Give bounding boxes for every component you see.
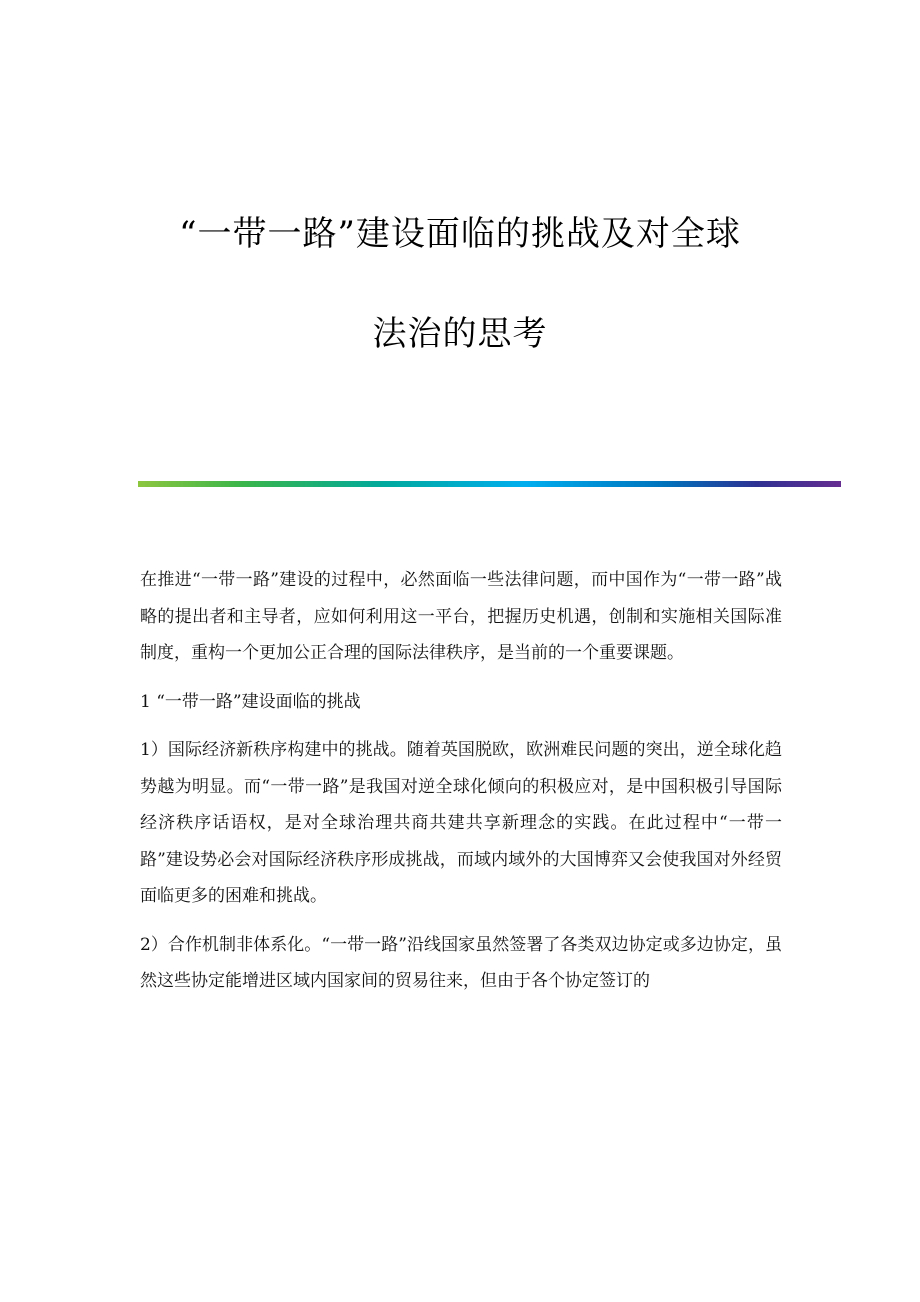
body-paragraph: 1）国际经济新秩序构建中的挑战。随着英国脱欧，欧洲难民问题的突出，逆全球化趋势越为明显。而“一带一路”是我国对逆全球化倾向的积极应对，是中国积极引导国际经济秩序话语权，是对全球治理共商共建共享新理念的实践。在此过程中“一带一路”建设势必会对国际经济秩序形成挑战，而域内域外的大国博弈又会使我国对外经贸面临更多的困难和挑战。 xyxy=(140,740,782,906)
intro-paragraph: 在推进“一带一路”建设的过程中，必然面临一些法律问题，而中国作为“一带一路”战略的提出者和主导者，应如何利用这一平台，把握历史机遇，创制和实施相关国际准制度，重构一个更加公正合理的国际法律秩序，是当前的一个重要课题。 xyxy=(140,570,782,663)
title-line-1: “一带一路”建设面临的挑战及对全球 xyxy=(179,214,741,254)
title-line-2: 法治的思考 xyxy=(372,314,548,354)
body-paragraph: 2）合作机制非体系化。“一带一路”沿线国家虽然签署了各类双边协定或多边协定，虽然这些协定能增进区域内国家间的贸易往来，但由于各个协定签订的 xyxy=(140,934,782,991)
document-body xyxy=(140,562,782,1012)
document-title xyxy=(0,214,920,414)
section-heading: 1 “一带一路”建设面临的挑战 xyxy=(140,691,361,712)
gradient-divider xyxy=(138,481,841,487)
